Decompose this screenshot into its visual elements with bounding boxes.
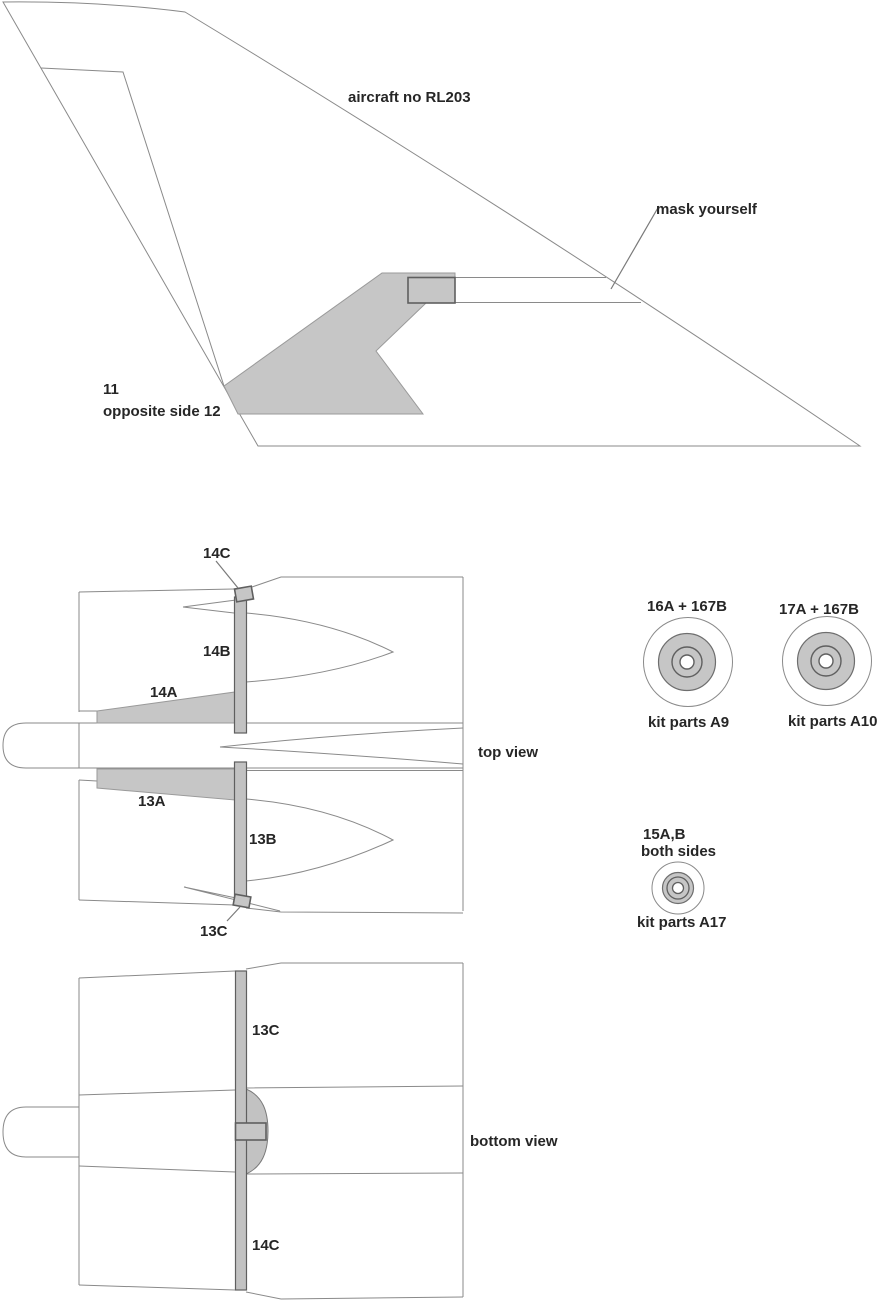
opposite-side-label: opposite side 12 — [103, 403, 221, 420]
wheel-a10-caption: kit parts A10 — [788, 713, 878, 730]
wheel-a10-hub — [819, 654, 833, 668]
mask-band-on-bulge — [236, 1123, 267, 1140]
bottomview-bottom-edge-left — [79, 1285, 235, 1290]
top-view-caption: top view — [478, 744, 539, 761]
fin-lens-upper — [246, 613, 393, 682]
label-14b: 14B — [203, 643, 231, 660]
bottomview-top-edge-right — [246, 963, 463, 969]
mask-wedge-13a — [97, 769, 235, 800]
wheel-a17-subtitle: both sides — [641, 843, 717, 860]
fin-mask-rect-part11 — [408, 278, 455, 304]
bottomview-nose-capsule — [3, 1107, 79, 1157]
tail-fin-view — [3, 2, 860, 446]
mask-yourself-label: mask yourself — [656, 201, 757, 218]
mask-strip-14b — [235, 597, 247, 733]
leader-13c — [227, 907, 240, 921]
wheel-mask-a17 — [637, 826, 726, 931]
mask-square-13c — [233, 894, 251, 908]
wheel-a10-title: 17A + 167B — [779, 601, 859, 618]
tailcone-upper-line — [220, 728, 463, 747]
fin-outline — [3, 2, 860, 446]
wheel-a9-title: 16A + 167B — [647, 598, 727, 615]
aircraft-number-label: aircraft no RL203 — [348, 89, 471, 106]
bottomview-bottom-edge-right — [246, 1292, 463, 1299]
top-view — [3, 545, 538, 940]
label-14c: 14C — [203, 545, 231, 562]
wheel-mask-a10 — [779, 601, 877, 730]
topview-upper-edge-left — [79, 589, 234, 592]
wheel-a9-caption: kit parts A9 — [648, 714, 730, 731]
bottomview-fuselage-lower-line — [79, 1166, 463, 1174]
part-11-label: 11 — [103, 381, 119, 398]
mask-strip-13b — [235, 762, 247, 897]
topview-bottom-edge-left — [79, 900, 235, 905]
bottomview-fuselage-upper-line — [79, 1086, 463, 1095]
bottom-view-caption: bottom view — [470, 1133, 558, 1150]
topview-upper-edge-right — [252, 577, 463, 587]
label-13c: 13C — [200, 923, 228, 940]
bottom-view — [3, 963, 558, 1299]
mask-yourself-leader-line — [611, 206, 659, 289]
wheel-a9-hub — [680, 655, 694, 669]
wheel-mask-a9 — [644, 598, 733, 731]
wheel-a17-caption: kit parts A17 — [637, 914, 727, 931]
leader-14c — [216, 561, 238, 588]
label-13b: 13B — [249, 831, 277, 848]
bottomview-label-13c: 13C — [252, 1022, 280, 1039]
tailcone-lower-line — [220, 747, 463, 764]
wheel-a17-title: 15A,B — [643, 826, 686, 843]
fin-tip-lower-silhouette — [184, 887, 280, 911]
label-14a: 14A — [150, 684, 178, 701]
fuselage-nose-capsule — [3, 723, 79, 768]
topview-lower-panel-top-left — [79, 780, 97, 781]
mask-square-14c — [235, 586, 254, 602]
bottomview-label-14c: 14C — [252, 1237, 280, 1254]
wheel-a17-hub — [673, 883, 684, 894]
label-13a: 13A — [138, 793, 166, 810]
bottomview-top-edge-left — [79, 971, 235, 978]
fin-tip-upper-silhouette — [183, 600, 236, 613]
